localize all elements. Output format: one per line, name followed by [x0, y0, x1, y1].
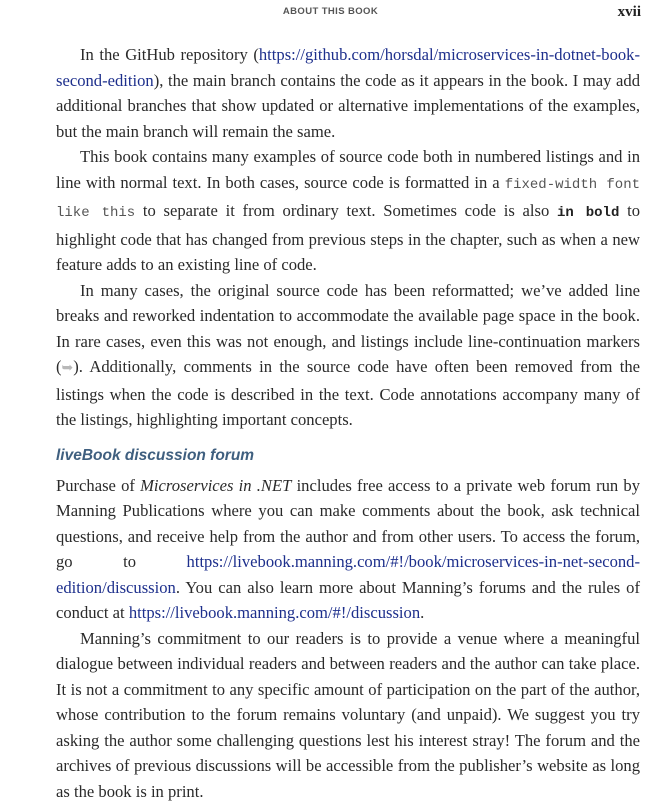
text-span: This book contains many examples of source code both in numbered listings and in line with normal text. In both cases, source code is formatted in a — [56, 147, 640, 192]
paragraph-source-code-formatting — [56, 144, 640, 278]
paragraph-reformatted-code — [56, 278, 640, 433]
body-text — [56, 42, 640, 804]
text-span: . — [420, 603, 424, 622]
text-span: ), the main branch contains the code as it appears in the book. I may add additional branches that show updated or alternative implementations of the examples, but the main branch will remain the same. — [56, 71, 640, 141]
section-heading-livebook-forum: liveBook discussion forum — [56, 445, 640, 467]
livebook-rules-link[interactable]: https://livebook.manning.com/#!/discussion — [129, 603, 420, 622]
text-span: In the GitHub repository ( — [80, 45, 259, 64]
text-span: includes free access to a private web forum run by Manning Publications where you can make comments about the book, ask technical questions, and receive help from the author and from other users. To access the forum, go to — [56, 476, 640, 572]
book-title: Microservices in .NET — [140, 476, 291, 495]
running-title: ABOUT THIS BOOK — [0, 6, 661, 17]
inline-code-sample: fixed-width font like this — [56, 177, 640, 222]
page-number: xvii — [618, 4, 641, 21]
text-span: . You can also learn more about Manning’s forums and the rules of conduct at — [56, 578, 640, 623]
running-header — [0, 4, 661, 22]
text-span: Purchase of — [56, 476, 140, 495]
paragraph-github-repository — [56, 42, 640, 144]
inline-code-bold-sample: in bold — [557, 205, 619, 221]
text-span: ). Additionally, comments in the source code have often been removed from the listings when the code is described in the text. Code annotations accompany many of the listings, highlighting important concepts. — [56, 357, 640, 429]
line-continuation-arrow-icon: ➥ — [62, 361, 74, 376]
paragraph-manning-commitment: Manning’s commitment to our readers is to provide a venue where a meaningful dialogue between individual readers and between readers and the author can take place. It is not a commitment to any specific amount of participation on the part of the author, whose contribution to the forum remains voluntary (and unpaid). We suggest you try asking the author some challenging questions lest his interest stray! The forum and the archives of previous discussions will be accessible from the publisher’s website as long as the book is in print. — [56, 626, 640, 804]
github-repository-link[interactable]: https://github.com/horsdal/microservices-in-dotnet-book-second-edition — [56, 45, 640, 90]
livebook-discussion-link[interactable]: https://livebook.manning.com/#!/book/microservices-in-net-second-edition/discussion — [56, 552, 640, 597]
text-span: to separate it from ordinary text. Sometimes code is also — [135, 201, 557, 220]
paragraph-forum-access — [56, 473, 640, 626]
text-span: In many cases, the original source code has been reformatted; we’ve added line breaks and reworked indentation to accommodate the available page space in the book. In rare cases, even this was not enough, and listings include line-continuation markers ( — [56, 281, 640, 377]
text-span: to highlight code that has changed from previous steps in the chapter, such as when a new feature adds to an existing line of code. — [56, 201, 640, 274]
